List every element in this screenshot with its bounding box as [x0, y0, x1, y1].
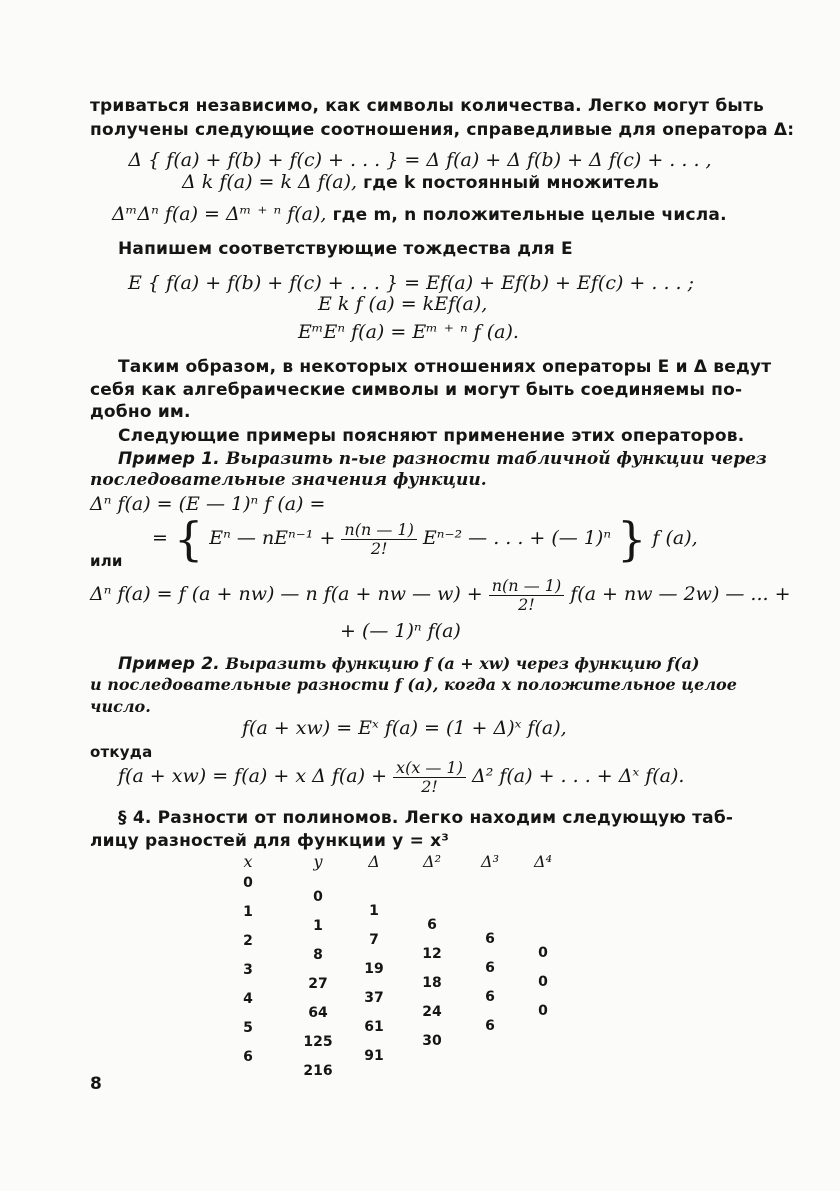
table-cell: 0 [538, 1003, 548, 1019]
table-cell: 5 [243, 1020, 253, 1036]
table-cell: 64 [308, 1005, 328, 1021]
section-title: Разности от полиномов. Легко находим следующую таб- [151, 808, 734, 828]
page-number: 8 [90, 1074, 102, 1094]
table-header: y [313, 852, 323, 871]
table-header: Δ² [423, 852, 441, 871]
table-header: Δ³ [481, 852, 499, 871]
table-header: Δ [368, 852, 380, 871]
table-cell: 8 [313, 947, 323, 963]
table-cell: 0 [243, 875, 253, 891]
fraction-denominator: 2! [518, 594, 535, 614]
table-cell: 6 [427, 917, 437, 933]
example-text: Выразить функцию f (a + xw) через функцию f(a) [219, 654, 700, 673]
fraction [341, 521, 416, 558]
section-heading-line [118, 806, 733, 830]
left-brace: { [173, 512, 204, 566]
table-cell: 6 [485, 960, 495, 976]
table-header: x [243, 852, 253, 871]
example-label: Пример 2. [118, 654, 220, 674]
table-cell: 6 [243, 1049, 253, 1065]
paragraph-line: добно им. [90, 402, 191, 422]
paragraph-line: Напишем соответствующие тождества для E [118, 239, 573, 259]
table-cell: 2 [243, 933, 253, 949]
example-label: Пример 1. [118, 449, 220, 469]
equation: + (— 1)ⁿ f(a) [340, 620, 461, 642]
table-header: Δ⁴ [534, 852, 552, 871]
equation-line [182, 170, 659, 195]
fraction-denominator: 2! [370, 538, 388, 558]
table-cell: 1 [243, 904, 253, 920]
word-ili: или [90, 552, 123, 570]
table-cell: 7 [369, 932, 379, 948]
table-cell: 3 [243, 962, 253, 978]
equation: Δ { f(a) + f(b) + f(c) + . . . } = Δ f(a) + Δ f(b) + Δ f(c) + . . . , [128, 149, 712, 171]
equation-part: f (a), [646, 527, 698, 549]
equation-line [90, 574, 791, 614]
equation: E k f (a) = kEf(a), [318, 293, 488, 315]
equation-line [152, 512, 698, 566]
table-cell: 6 [485, 1018, 495, 1034]
paragraph-line: Следующие примеры поясняют применение этих операторов. [118, 426, 745, 446]
equation-part: Δ² f(a) + . . . + Δˣ f(a). [465, 765, 685, 787]
table-cell: 24 [422, 1004, 442, 1020]
table-cell: 27 [308, 976, 328, 992]
paragraph-line: себя как алгебраические символы и могут быть соединяемы по- [90, 380, 743, 400]
table-cell: 18 [422, 975, 442, 991]
equation-line [112, 202, 727, 227]
word-otkuda: откуда [90, 743, 153, 761]
table-cell: 6 [485, 989, 495, 1005]
table-cell: 30 [422, 1033, 442, 1049]
fraction [393, 759, 466, 796]
equation: Δ k f(a) = k Δ f(a), [182, 171, 358, 193]
equation-note: где m, n положительные целые числа. [326, 205, 727, 225]
table-cell: 0 [538, 974, 548, 990]
fraction-numerator: n(n — 1) [489, 577, 564, 596]
paragraph-line: получены следующие соотношения, справедливые для оператора Δ: [90, 120, 795, 140]
equation-note: где k постоянный множитель [357, 173, 660, 193]
table-cell: 37 [364, 990, 384, 1006]
table-cell: 216 [303, 1063, 333, 1079]
table-cell: 4 [243, 991, 253, 1007]
fraction-denominator: 2! [421, 776, 438, 796]
example-text: последовательные значения функции. [90, 470, 487, 490]
equation-part: Eⁿ⁻² — . . . + (— 1)ⁿ [416, 527, 612, 549]
example-text: число. [90, 697, 151, 716]
fraction-numerator: x(x — 1) [393, 759, 466, 778]
section-number: § 4. [118, 808, 152, 828]
table-cell: 1 [369, 903, 379, 919]
fraction-numerator: n(n — 1) [341, 521, 416, 540]
paragraph-line: лицу разностей для функции y = x³ [90, 831, 449, 851]
equation: Δⁿ f(a) = (E — 1)ⁿ f (a) = [90, 493, 326, 515]
table-cell: 12 [422, 946, 442, 962]
table-cell: 91 [364, 1048, 384, 1064]
example-text: Выразить n-ые разности табличной функции через [219, 449, 767, 469]
table-cell: 19 [364, 961, 384, 977]
fraction [489, 577, 564, 614]
equation-part: Δⁿ f(a) = f (a + nw) — n f(a + nw — w) + [90, 583, 489, 605]
example-text: и последовательные разности f (a), когда x положительное целое [90, 675, 737, 694]
table-cell: 0 [538, 945, 548, 961]
equation-part: Eⁿ — nEⁿ⁻¹ + [209, 527, 342, 549]
equation-part: = [152, 527, 174, 549]
table-cell: 1 [313, 918, 323, 934]
equation-part: f(a + xw) = f(a) + x Δ f(a) + [118, 765, 394, 787]
table-cell: 61 [364, 1019, 384, 1035]
paragraph-line: Таким образом, в некоторых отношениях операторы E и Δ ведут [118, 357, 772, 377]
equation-line [118, 756, 684, 796]
table-cell: 125 [303, 1034, 333, 1050]
table-cell: 6 [485, 931, 495, 947]
equation-part: f(a + nw — 2w) — ... + [564, 583, 791, 605]
table-cell: 0 [313, 889, 323, 905]
equation: ΔᵐΔⁿ f(a) = Δᵐ ⁺ ⁿ f(a), [112, 203, 327, 225]
equation: EᵐEⁿ f(a) = Eᵐ ⁺ ⁿ f (a). [298, 321, 519, 343]
paragraph-line: триваться независимо, как символы количества. Легко могут быть [90, 96, 764, 116]
equation: f(a + xw) = Eˣ f(a) = (1 + Δ)ˣ f(a), [242, 717, 567, 739]
equation: E { f(a) + f(b) + f(c) + . . . } = Ef(a) + Ef(b) + Ef(c) + . . . ; [128, 272, 695, 294]
right-brace: } [617, 512, 647, 566]
